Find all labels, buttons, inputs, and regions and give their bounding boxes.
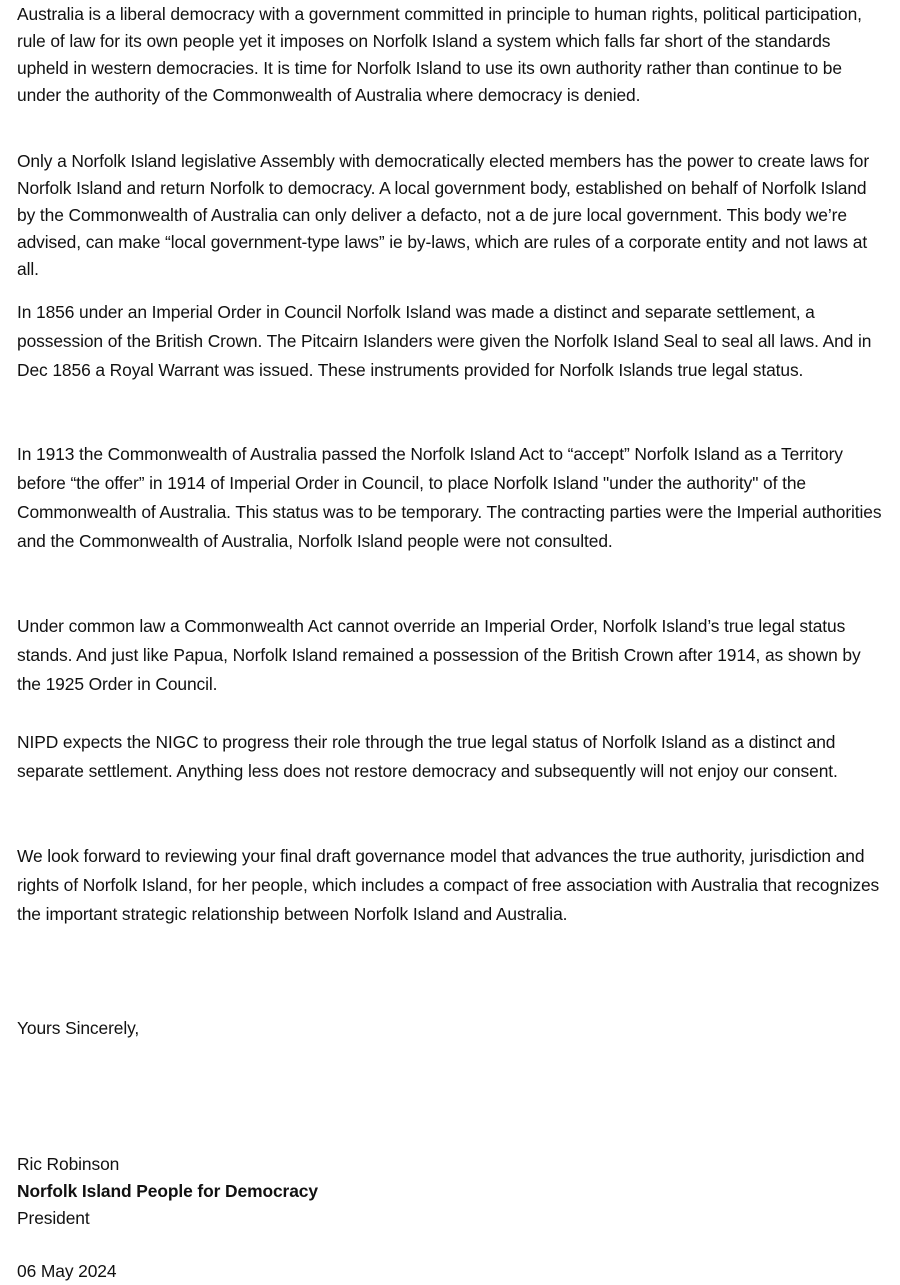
paragraph-democracy-standards: Australia is a liberal democracy with a government committed in principle to human rights, political participation, rule of law for its own people yet it imposes on Norfolk Island a system which falls far short of the standards upheld in western democracies. It is time for Norfolk Island to use its own authority rather than continue to be under the authority of the Commonwealth of Australia where democracy is denied. (17, 4, 862, 105)
letter-date: 06 May 2024 (17, 1261, 117, 1281)
paragraph-legislative-assembly: Only a Norfolk Island legislative Assembly with democratically elected members has the power to create laws for Norfolk Island and return Norfolk to democracy. A local government body, established on behalf of Norfolk Island by the Commonwealth of Australia can only deliver a defacto, not a de jure local government. This body we’re advised, can make “local government-type laws” ie by-laws, which are rules of a corporate entity and not laws at all. (17, 151, 870, 279)
signer-name: Ric Robinson (17, 1154, 120, 1174)
paragraph-1856-order: In 1856 under an Imperial Order in Council Norfolk Island was made a distinct and separate settlement, a possession of the British Crown. The Pitcairn Islanders were given the Norfolk Island Seal to seal all laws. And in Dec 1856 a Royal Warrant was issued. These instruments provided for Norfolk Islands true legal status. (17, 302, 872, 380)
closing-salutation: Yours Sincerely, (17, 1018, 140, 1038)
paragraph-common-law: Under common law a Commonwealth Act cannot override an Imperial Order, Norfolk Island’s true legal status stands. And just like Papua, Norfolk Island remained a possession of the British Crown after 1914, as shown by the 1925 Order in Council. (17, 616, 861, 694)
organization-name: Norfolk Island People for Democracy (17, 1181, 318, 1201)
paragraph-1913-act: In 1913 the Commonwealth of Australia passed the Norfolk Island Act to “accept” Norfolk Island as a Territory before “the offer” in 1914 of Imperial Order in Council, to place Norfolk Island "under the authority" of the Commonwealth of Australia. This status was to be temporary. The contracting parties were the Imperial authorities and the Commonwealth of Australia, Norfolk Island people were not consulted. (17, 444, 882, 551)
signer-title: President (17, 1208, 90, 1228)
paragraph-governance-model: We look forward to reviewing your final draft governance model that advances the true authority, jurisdiction and rights of Norfolk Island, for her people, which includes a compact of free association with Australia that recognizes the important strategic relationship between Norfolk Island and Australia. (17, 846, 880, 924)
paragraph-nipd-expectation: NIPD expects the NIGC to progress their role through the true legal status of Norfolk Island as a distinct and separate settlement. Anything less does not restore democracy and subsequently will not enjoy our consent. (17, 732, 838, 781)
